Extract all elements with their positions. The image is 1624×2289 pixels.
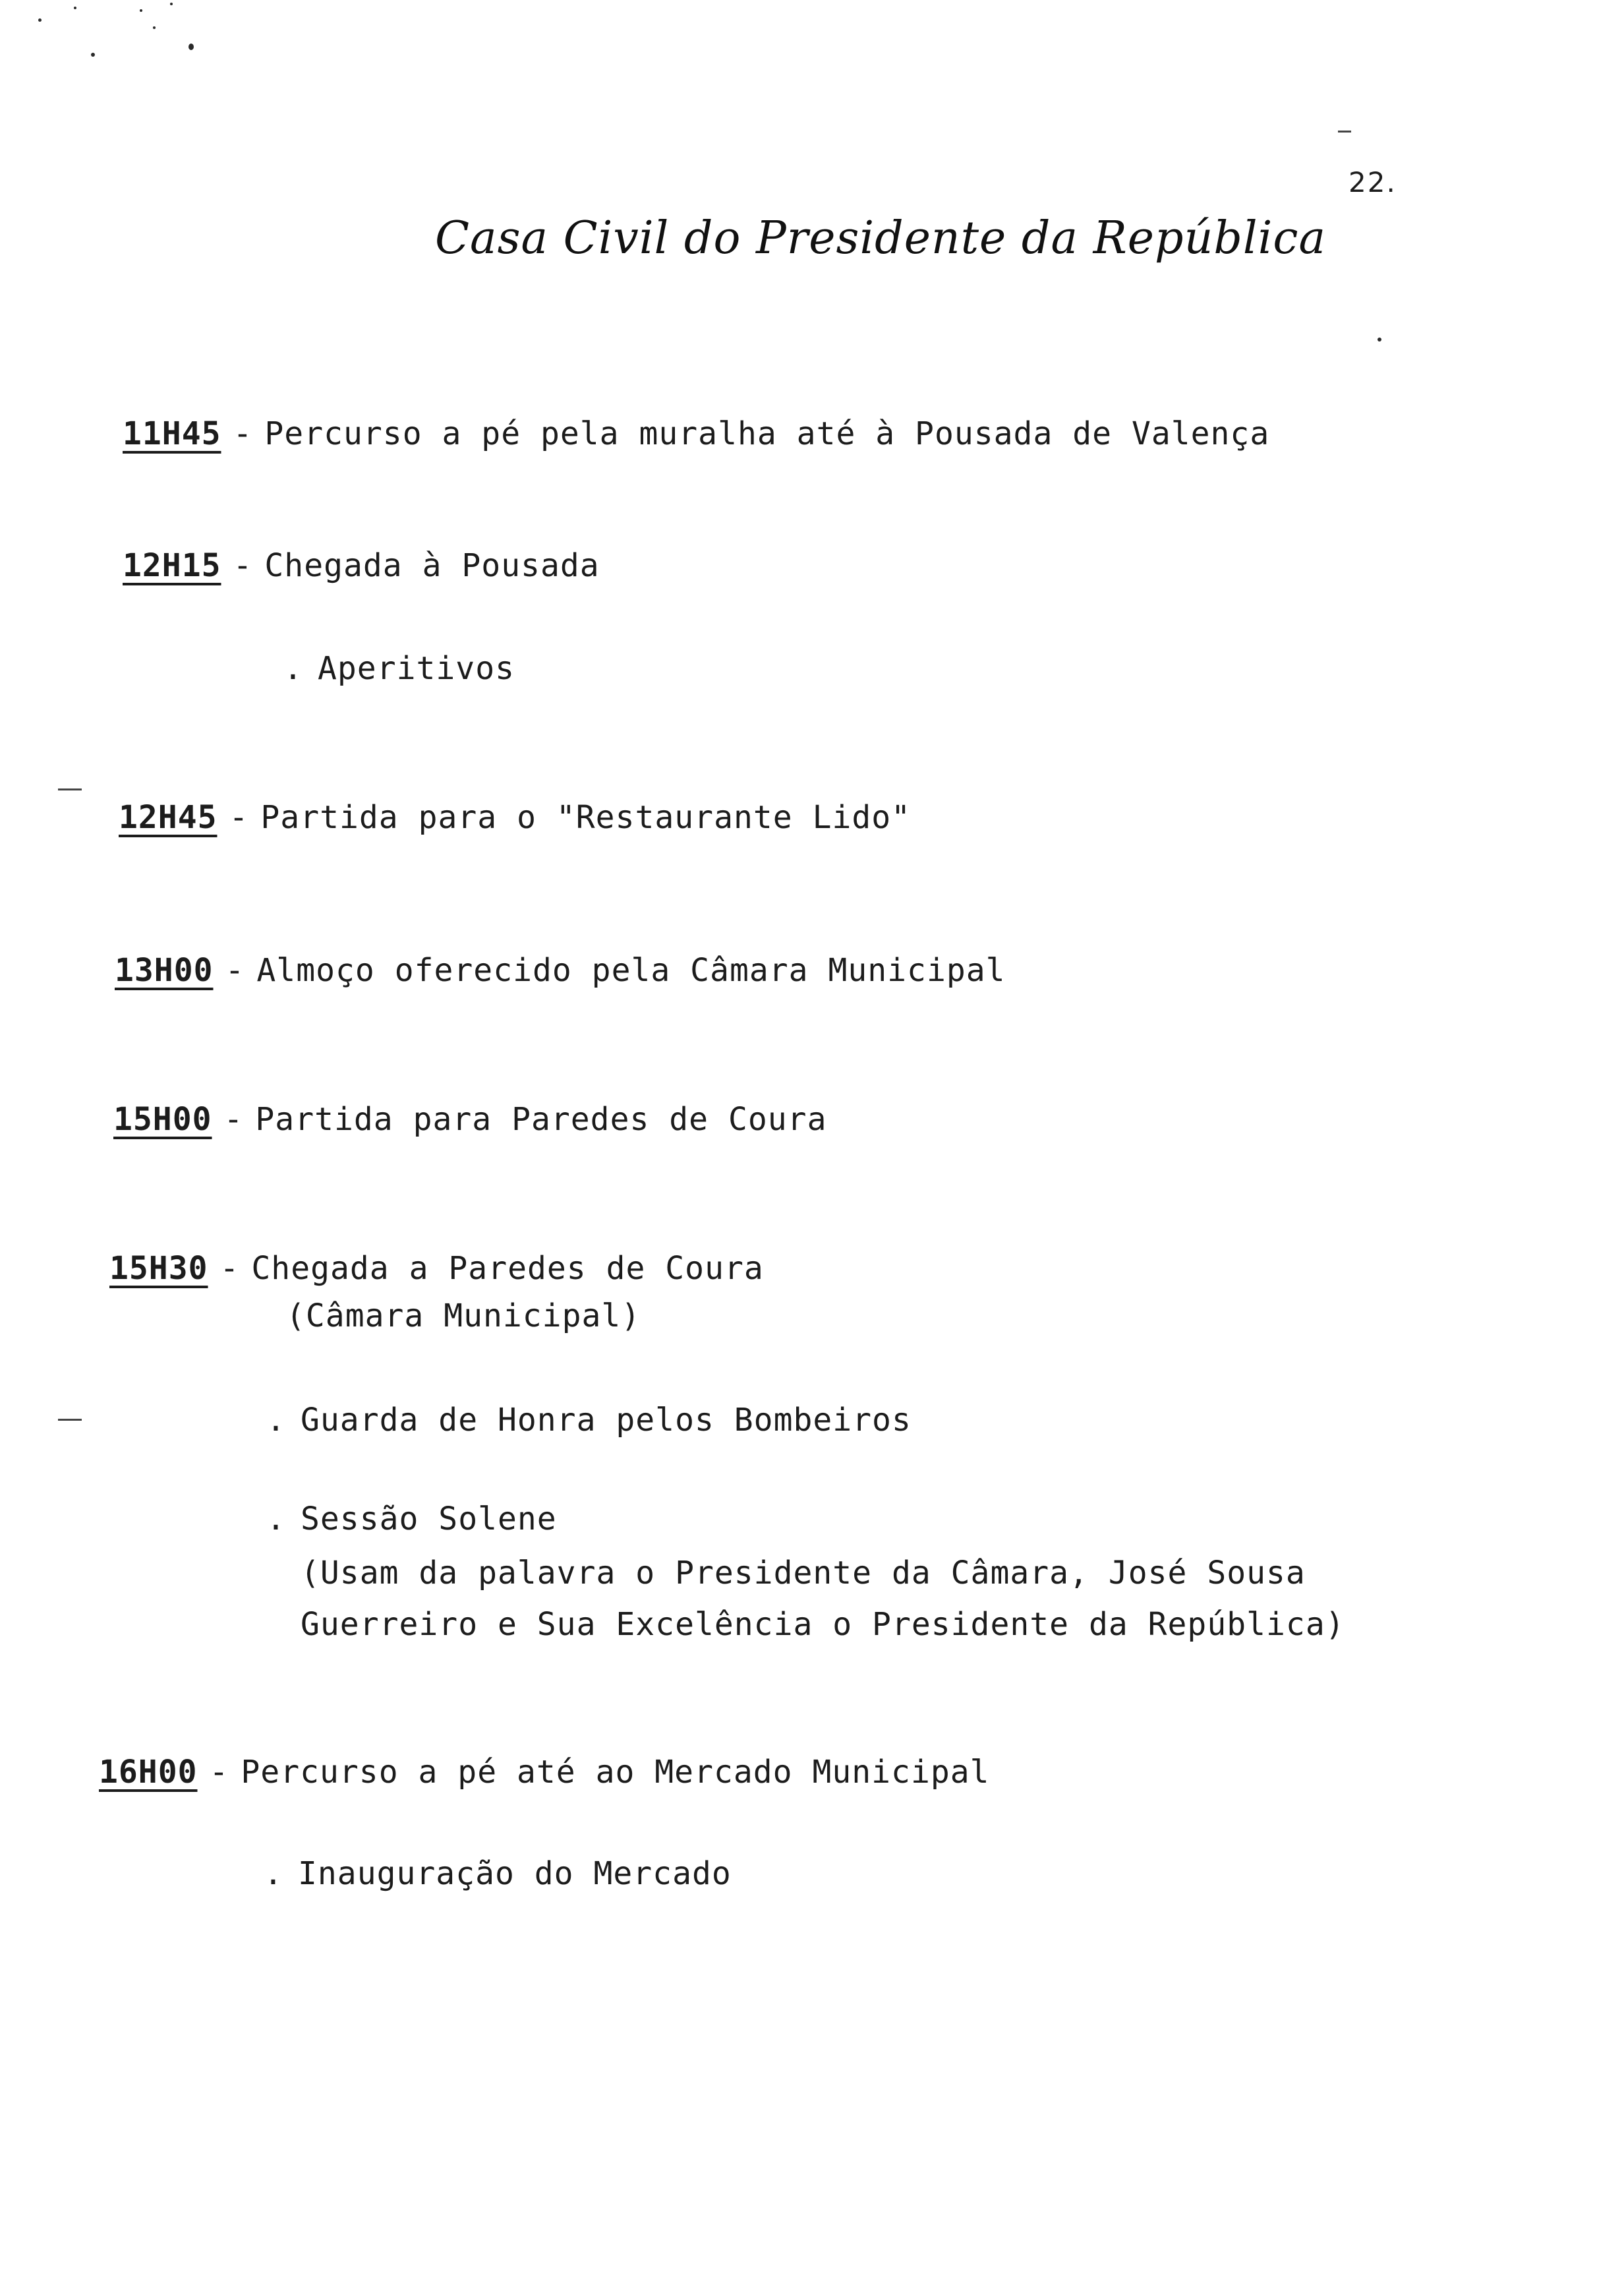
entry-text: Percurso a pé pela muralha até à Pousada de Valença	[264, 415, 1270, 452]
scan-speck	[188, 44, 194, 50]
scan-mark	[1338, 131, 1351, 133]
entry-text: Partida para Paredes de Coura	[255, 1101, 827, 1138]
page-number: 22.	[1348, 166, 1397, 198]
entry-separator: -	[229, 799, 249, 836]
scan-speck	[153, 26, 156, 29]
schedule-entry	[123, 415, 1269, 452]
sub-item-note-line: Guerreiro e Sua Excelência o Presidente da República)	[301, 1606, 1345, 1643]
letterhead: Casa Civil do Presidente da República	[435, 212, 1327, 264]
entry-time: 12H45	[119, 799, 218, 836]
sub-item-text: Inauguração do Mercado	[298, 1855, 732, 1892]
entry-note: (Câmara Municipal)	[286, 1297, 641, 1334]
schedule-entry	[99, 1754, 990, 1791]
sub-item	[264, 1855, 732, 1892]
entry-time: 12H15	[123, 547, 221, 584]
sub-item	[266, 1501, 557, 1537]
sub-item	[266, 1402, 912, 1439]
scan-speck	[74, 7, 76, 9]
bullet: .	[264, 1855, 283, 1892]
scan-mark	[58, 788, 82, 790]
entry-separator: -	[223, 1101, 244, 1138]
sub-item-text: Guarda de Honra pelos Bombeiros	[301, 1402, 912, 1439]
entry-text: Percurso a pé até ao Mercado Municipal	[241, 1754, 990, 1791]
entry-separator: -	[219, 1250, 240, 1287]
entry-time: 15H00	[113, 1101, 212, 1138]
scan-speck	[38, 18, 42, 22]
entry-separator: -	[209, 1754, 229, 1791]
entry-time: 11H45	[123, 415, 221, 452]
scan-speck	[1378, 338, 1381, 342]
entry-text: Almoço oferecido pela Câmara Municipal	[256, 952, 1006, 989]
schedule-entry	[113, 1101, 826, 1138]
scan-speck	[91, 53, 95, 57]
scan-speck	[140, 9, 142, 12]
schedule-entry	[119, 799, 911, 836]
entry-separator: -	[233, 415, 253, 452]
entry-separator: -	[225, 952, 245, 989]
schedule-entry	[109, 1250, 764, 1287]
sub-item-text: Sessão Solene	[301, 1501, 557, 1537]
schedule-entry	[123, 547, 600, 584]
sub-item-note-line: (Usam da palavra o Presidente da Câmara, José Sousa	[301, 1555, 1306, 1591]
bullet: .	[266, 1501, 286, 1537]
schedule-entry	[115, 952, 1006, 989]
bullet: .	[266, 1402, 286, 1439]
bullet: .	[283, 650, 303, 687]
scan-speck	[170, 3, 173, 5]
entry-time: 16H00	[99, 1754, 198, 1791]
entry-text: Chegada à Pousada	[264, 547, 600, 584]
scan-mark	[58, 1419, 82, 1421]
entry-separator: -	[233, 547, 253, 584]
entry-text: Partida para o "Restaurante Lido"	[260, 799, 912, 836]
entry-time: 13H00	[115, 952, 214, 989]
entry-time: 15H30	[109, 1250, 208, 1287]
sub-item-text: Aperitivos	[318, 650, 515, 687]
entry-text: Chegada a Paredes de Coura	[251, 1250, 764, 1287]
sub-item	[283, 650, 515, 687]
